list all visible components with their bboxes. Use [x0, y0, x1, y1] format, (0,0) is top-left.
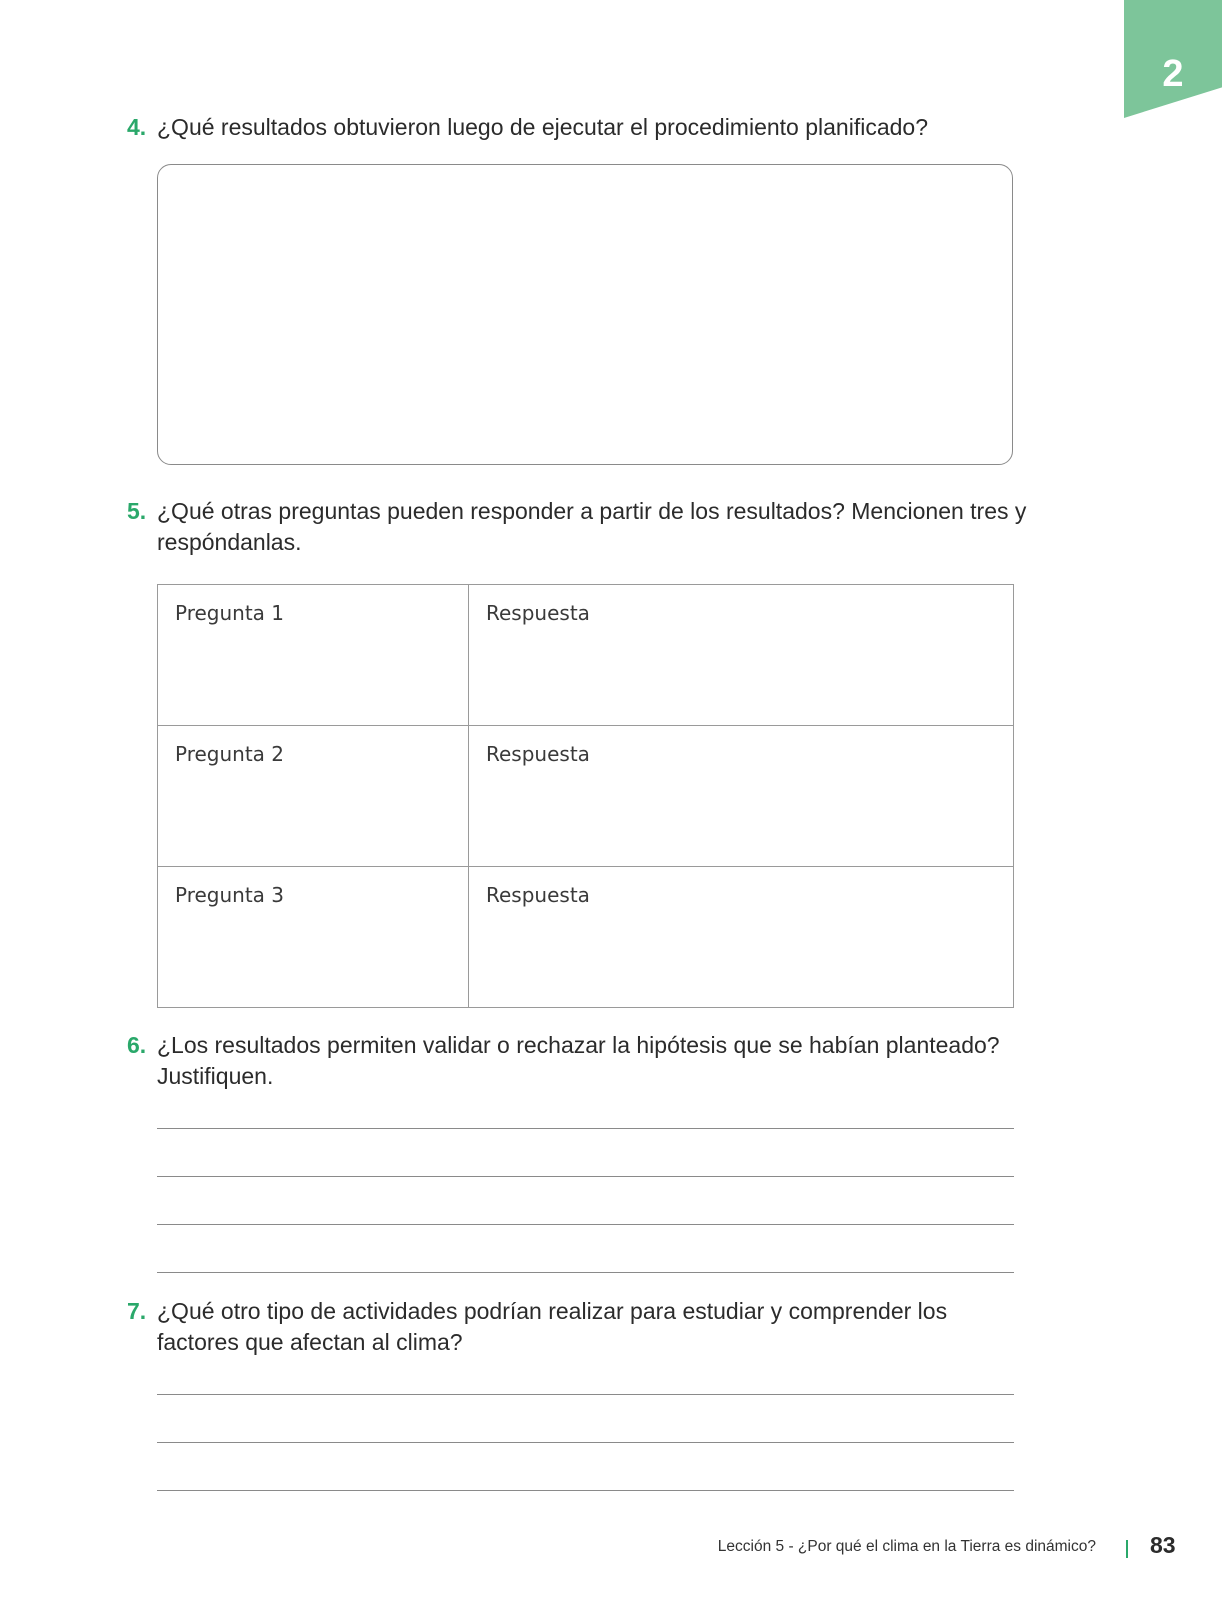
unit-number: 2 [1162, 53, 1184, 95]
question-text: ¿Los resultados permiten validar o rechazar la hipótesis que se habían planteado? Justifiquen. [157, 1032, 1000, 1089]
table-row [158, 867, 1014, 1008]
question-4 [127, 112, 1027, 143]
question-cell[interactable]: Pregunta 2 [158, 726, 469, 867]
writing-line[interactable] [157, 1442, 1014, 1443]
qa-table [157, 584, 1014, 1008]
question-6 [127, 1030, 1027, 1092]
answer-cell[interactable]: Respuesta [469, 867, 1014, 1008]
question-number: 7. [127, 1298, 147, 1324]
answer-cell[interactable]: Respuesta [469, 726, 1014, 867]
writing-line[interactable] [157, 1176, 1014, 1177]
writing-line[interactable] [157, 1272, 1014, 1273]
page-number: 83 [1150, 1532, 1176, 1558]
writing-line[interactable] [157, 1490, 1014, 1491]
question-number: 6. [127, 1032, 147, 1058]
footer-divider [1126, 1540, 1128, 1558]
question-5 [127, 496, 1027, 558]
question-number: 5. [127, 498, 147, 524]
table-row [158, 585, 1014, 726]
question-cell[interactable]: Pregunta 1 [158, 585, 469, 726]
lesson-title: Lección 5 - ¿Por qué el clima en la Tierra es dinámico? [717, 1538, 1096, 1555]
question-cell[interactable]: Pregunta 3 [158, 867, 469, 1008]
table-row [158, 726, 1014, 867]
question-text: ¿Qué resultados obtuvieron luego de ejecutar el procedimiento planificado? [157, 114, 928, 140]
writing-line[interactable] [157, 1128, 1014, 1129]
writing-line[interactable] [157, 1394, 1014, 1395]
question-7 [127, 1296, 1027, 1358]
writing-line[interactable] [157, 1224, 1014, 1225]
question-text: ¿Qué otras preguntas pueden responder a partir de los resultados? Mencionen tres y respóndanlas. [157, 498, 1027, 555]
question-text: ¿Qué otro tipo de actividades podrían realizar para estudiar y comprender los factores que afectan al clima? [157, 1298, 948, 1355]
answer-cell[interactable]: Respuesta [469, 585, 1014, 726]
page-footer [0, 1532, 1222, 1568]
question-number: 4. [127, 114, 147, 140]
answer-box[interactable] [157, 164, 1013, 465]
